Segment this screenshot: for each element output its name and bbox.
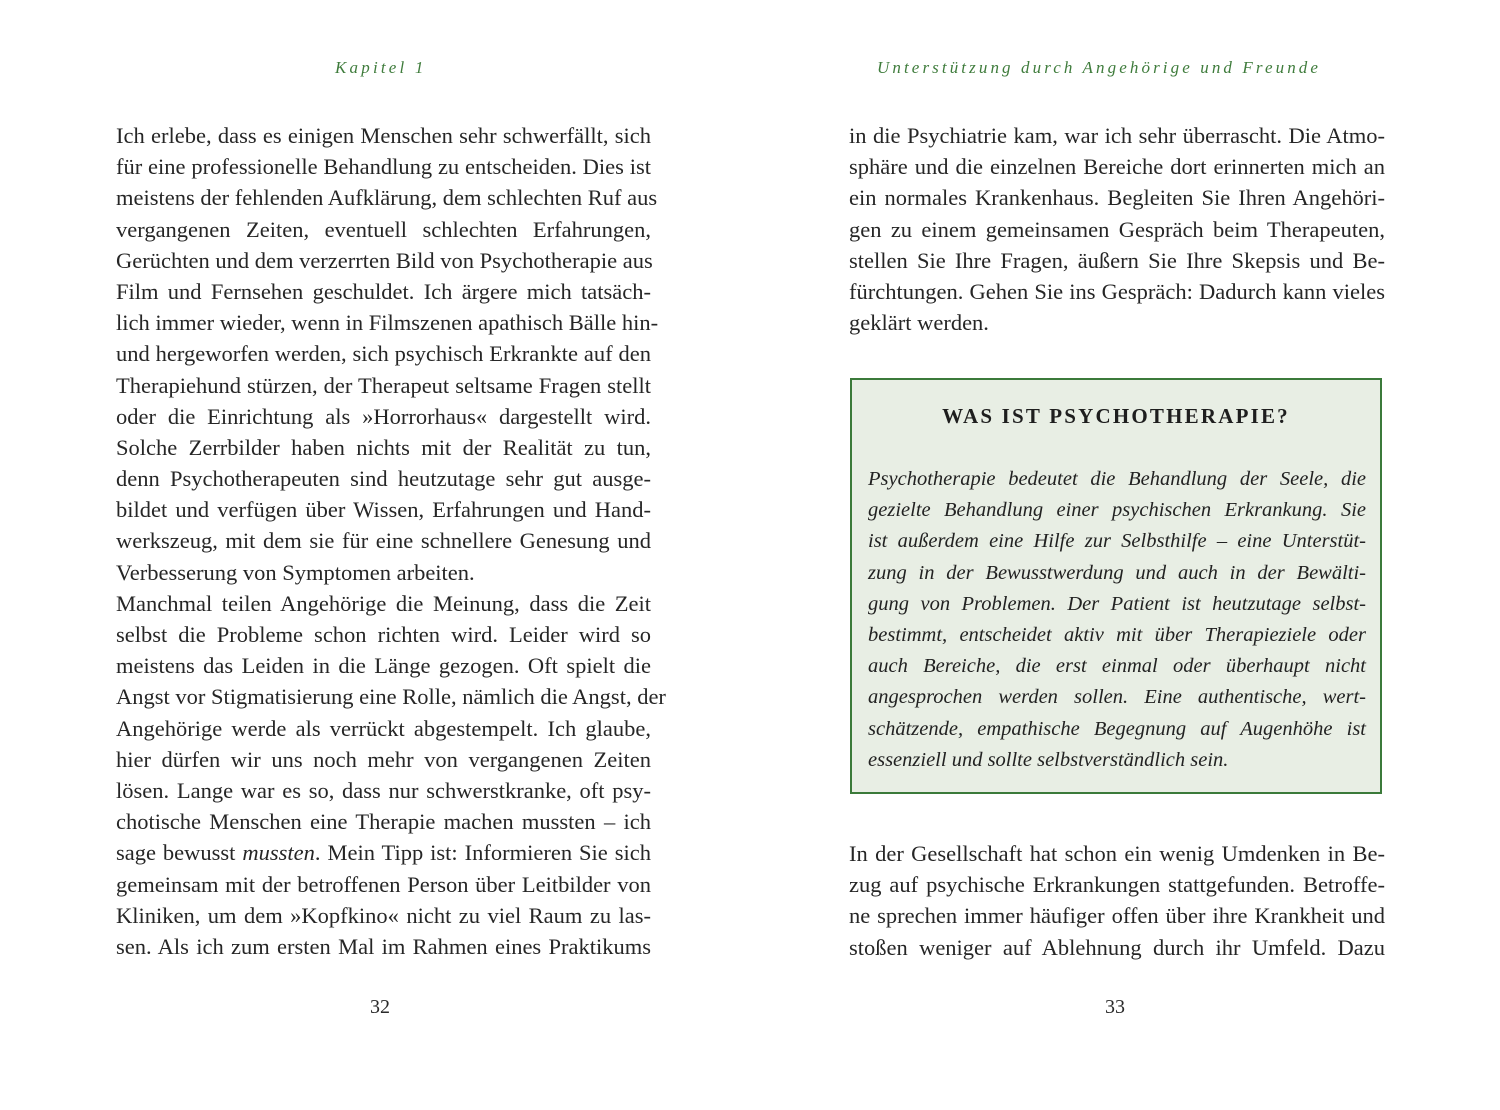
text-line: Film und Fernsehen geschuldet. Ich ärgere mich tatsäch- — [116, 278, 651, 304]
text-line: selbst die Probleme schon richten wird. Leider wird so — [116, 622, 651, 647]
text-fragment: . Mein Tipp ist: Informieren Sie sich — [314, 840, 651, 866]
page-number-right: 33 — [1105, 996, 1125, 1018]
text-line: lösen. Lange war es so, dass nur schwerstkranke, oft psy- — [116, 777, 651, 803]
text-line: gemeinsam mit der betroffenen Person über Leitbilder von — [116, 871, 651, 897]
text-line: denn Psychotherapeuten sind heutzutage sehr gut ausge- — [116, 466, 651, 492]
info-box-line: zung in der Bewusstwerdung und auch in der Bewälti- — [868, 561, 1366, 584]
info-box-body — [868, 464, 1366, 776]
text-line: zug auf psychische Erkrankungen stattgefunden. Betroffe- — [849, 872, 1385, 898]
text-line: ein normales Krankenhaus. Begleiten Sie Ihren Angehöri- — [849, 185, 1385, 211]
text-line: in die Psychiatrie kam, war ich sehr überrascht. Die Atmo- — [849, 123, 1385, 148]
info-box-line: gezielte Behandlung einer psychischen Erkrankung. Sie — [868, 499, 1366, 522]
info-box-title: WAS IST PSYCHOTHERAPIE? — [942, 404, 1290, 428]
text-line: Therapiehund stürzen, der Therapeut seltsame Fragen stellt — [116, 372, 651, 398]
body-text-right-top — [849, 120, 1385, 338]
text-line: oder die Einrichtung als »Horrorhaus« dargestellt wird. — [116, 403, 651, 429]
text-line: Verbesserung von Symptomen arbeiten. — [116, 559, 475, 585]
text-line: meistens der fehlenden Aufklärung, dem schlechten Ruf aus — [116, 185, 658, 211]
text-line: werkszeug, mit dem sie für eine schnellere Genesung und — [116, 528, 651, 554]
text-line: sen. Als ich zum ersten Mal im Rahmen eines Praktikums — [116, 933, 651, 959]
body-text-left — [116, 120, 666, 962]
info-box-line: schätzende, empathische Begegnung auf Augenhöhe ist — [868, 717, 1366, 740]
text-line: Solche Zerrbilder haben nichts mit der Realität zu tun, — [116, 434, 651, 460]
text-line: stoßen weniger auf Ablehnung durch ihr Umfeld. Dazu — [849, 934, 1385, 960]
text-line: bildet und verfügen über Wissen, Erfahrungen und Hand- — [116, 497, 651, 523]
info-box — [850, 378, 1382, 794]
text-line: ne sprechen immer häufiger offen über ihre Krankheit und — [849, 903, 1385, 929]
text-line: sphäre und die einzelnen Bereiche dort erinnerten mich an — [849, 154, 1385, 180]
text-line: und hergeworfen werden, sich psychisch Erkrankte auf den — [116, 341, 651, 367]
text-line: hier dürfen wir uns noch mehr von vergangenen Zeiten — [116, 746, 651, 772]
emphasized-word: mussten — [242, 840, 315, 866]
page-number-left: 32 — [370, 996, 390, 1018]
text-line: für eine professionelle Behandlung zu entscheiden. Dies ist — [116, 154, 651, 180]
info-box-line: bestimmt, entscheidet aktiv mit über Therapieziele oder — [868, 623, 1366, 646]
text-line: In der Gesellschaft hat schon ein wenig Umdenken in Be- — [849, 841, 1385, 866]
text-line: chotische Menschen eine Therapie machen mussten – ich — [116, 809, 651, 835]
text-line: Ich erlebe, dass es einigen Menschen sehr schwerfällt, sich — [116, 123, 651, 148]
info-box-line: ist außerdem eine Hilfe zur Selbsthilfe – eine Unterstüt- — [868, 530, 1366, 553]
text-line: meistens das Leiden in die Länge gezogen. Oft spielt die — [116, 653, 651, 679]
text-line: fürchtungen. Gehen Sie ins Gespräch: Dadurch kann vieles — [849, 278, 1385, 304]
text-line: Angst vor Stigmatisierung eine Rolle, nämlich die Angst, der — [116, 684, 666, 710]
info-box-line: Psychotherapie bedeutet die Behandlung der Seele, die — [868, 468, 1366, 490]
text-line: gen zu einem gemeinsamen Gespräch beim Therapeuten, — [849, 216, 1385, 242]
text-line-emphasis — [116, 837, 651, 868]
text-fragment: sage bewusst — [116, 840, 243, 866]
running-head-left: Kapitel 1 — [335, 58, 427, 77]
running-head-right: Unterstützung durch Angehörige und Freunde — [877, 58, 1322, 77]
right-page — [750, 0, 1500, 1110]
info-box-line: essenziell und sollte selbstverständlich sein. — [868, 748, 1229, 771]
info-box-line: gung von Problemen. Der Patient ist heutzutage selbst- — [868, 592, 1366, 615]
text-line: Angehörige werde als verrückt abgestempelt. Ich glaube, — [116, 715, 651, 741]
text-line: Manchmal teilen Angehörige die Meinung, dass die Zeit — [116, 590, 651, 616]
text-line: Gerüchten und dem verzerrten Bild von Psychotherapie aus — [116, 247, 653, 273]
text-line: stellen Sie Ihre Fragen, äußern Sie Ihre Skepsis und Be- — [849, 247, 1385, 273]
info-box-line: auch Bereiche, die erst einmal oder überhaupt nicht — [868, 655, 1366, 678]
text-line: Kliniken, um dem »Kopfkino« nicht zu viel Raum zu las- — [116, 902, 651, 928]
text-line: lich immer wieder, wenn in Filmszenen apathisch Bälle hin- — [116, 310, 659, 336]
info-box-line: angesprochen werden sollen. Eine authentische, wert- — [868, 686, 1366, 709]
text-line: geklärt werden. — [849, 310, 989, 336]
body-text-right-bottom — [849, 838, 1385, 963]
text-line: vergangenen Zeiten, eventuell schlechten Erfahrungen, — [116, 216, 651, 242]
